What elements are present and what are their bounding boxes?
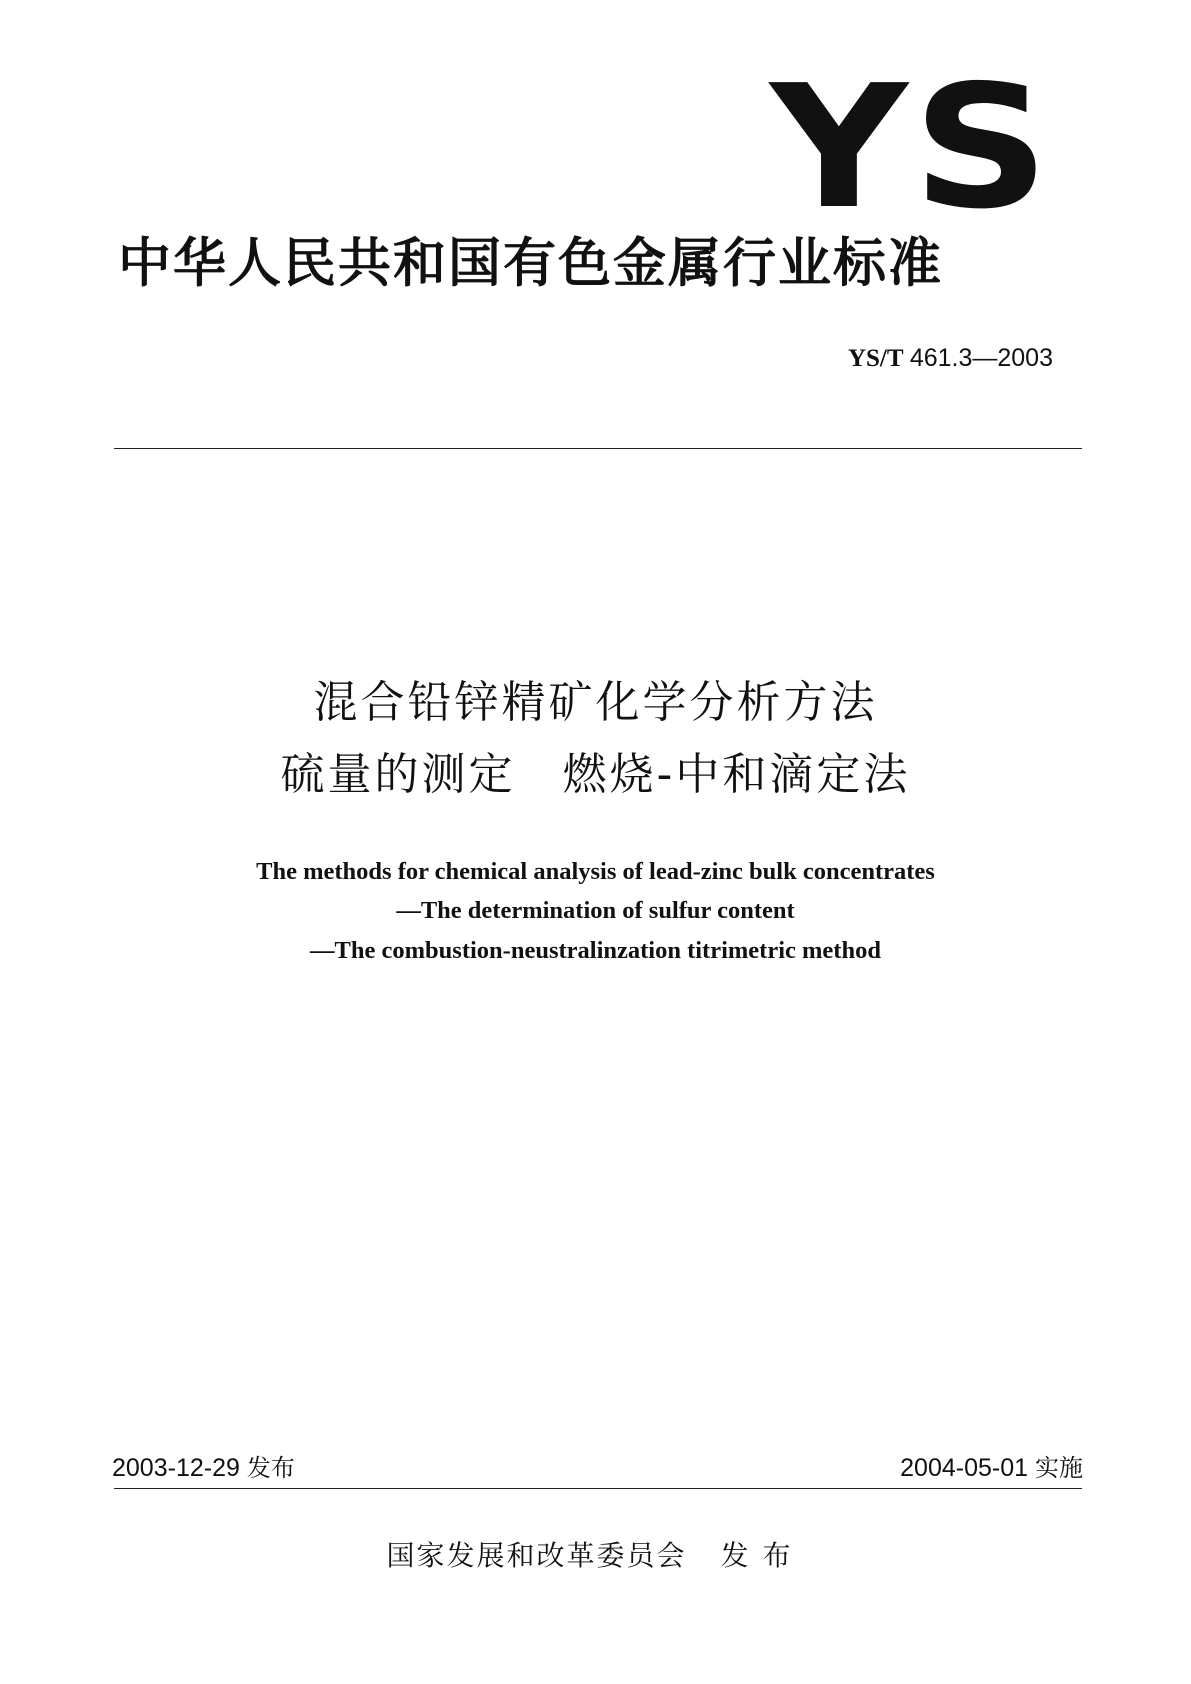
issue-date-value: 2003-12-29 <box>112 1454 240 1482</box>
standard-number <box>848 342 1053 375</box>
standard-number-value: 461.3—2003 <box>909 344 1053 372</box>
bottom-divider <box>114 1488 1082 1489</box>
implementation-date-label: 实施 <box>1035 1454 1083 1482</box>
standard-code: YS/T <box>847 345 904 372</box>
chinese-title-line-1: 混合铅锌精矿化学分析方法 <box>313 677 878 728</box>
top-divider <box>114 448 1082 449</box>
english-title-line-1: The methods for chemical analysis of lead-zinc bulk concentrates <box>256 858 935 885</box>
implementation-date <box>900 1452 1083 1484</box>
english-title-line-3: —The combustion-neustralinzation titrimetric method <box>310 937 881 964</box>
ys-logo: YS <box>770 49 1054 247</box>
implementation-date-value: 2004-05-01 <box>900 1454 1029 1482</box>
issuer-name: 国家发展和改革委员会 <box>386 1539 687 1572</box>
standard-category-title: 中华人民共和国有色金属行业标准 <box>118 232 943 294</box>
chinese-title-line-2: 硫量的测定 燃烧-中和滴定法 <box>280 749 911 800</box>
english-title-line-2: —The determination of sulfur content <box>396 897 795 924</box>
issue-date <box>112 1452 295 1484</box>
issue-date-label: 发布 <box>246 1454 295 1482</box>
issuer <box>0 1538 1191 1574</box>
issuer-action: 发布 <box>720 1539 805 1572</box>
